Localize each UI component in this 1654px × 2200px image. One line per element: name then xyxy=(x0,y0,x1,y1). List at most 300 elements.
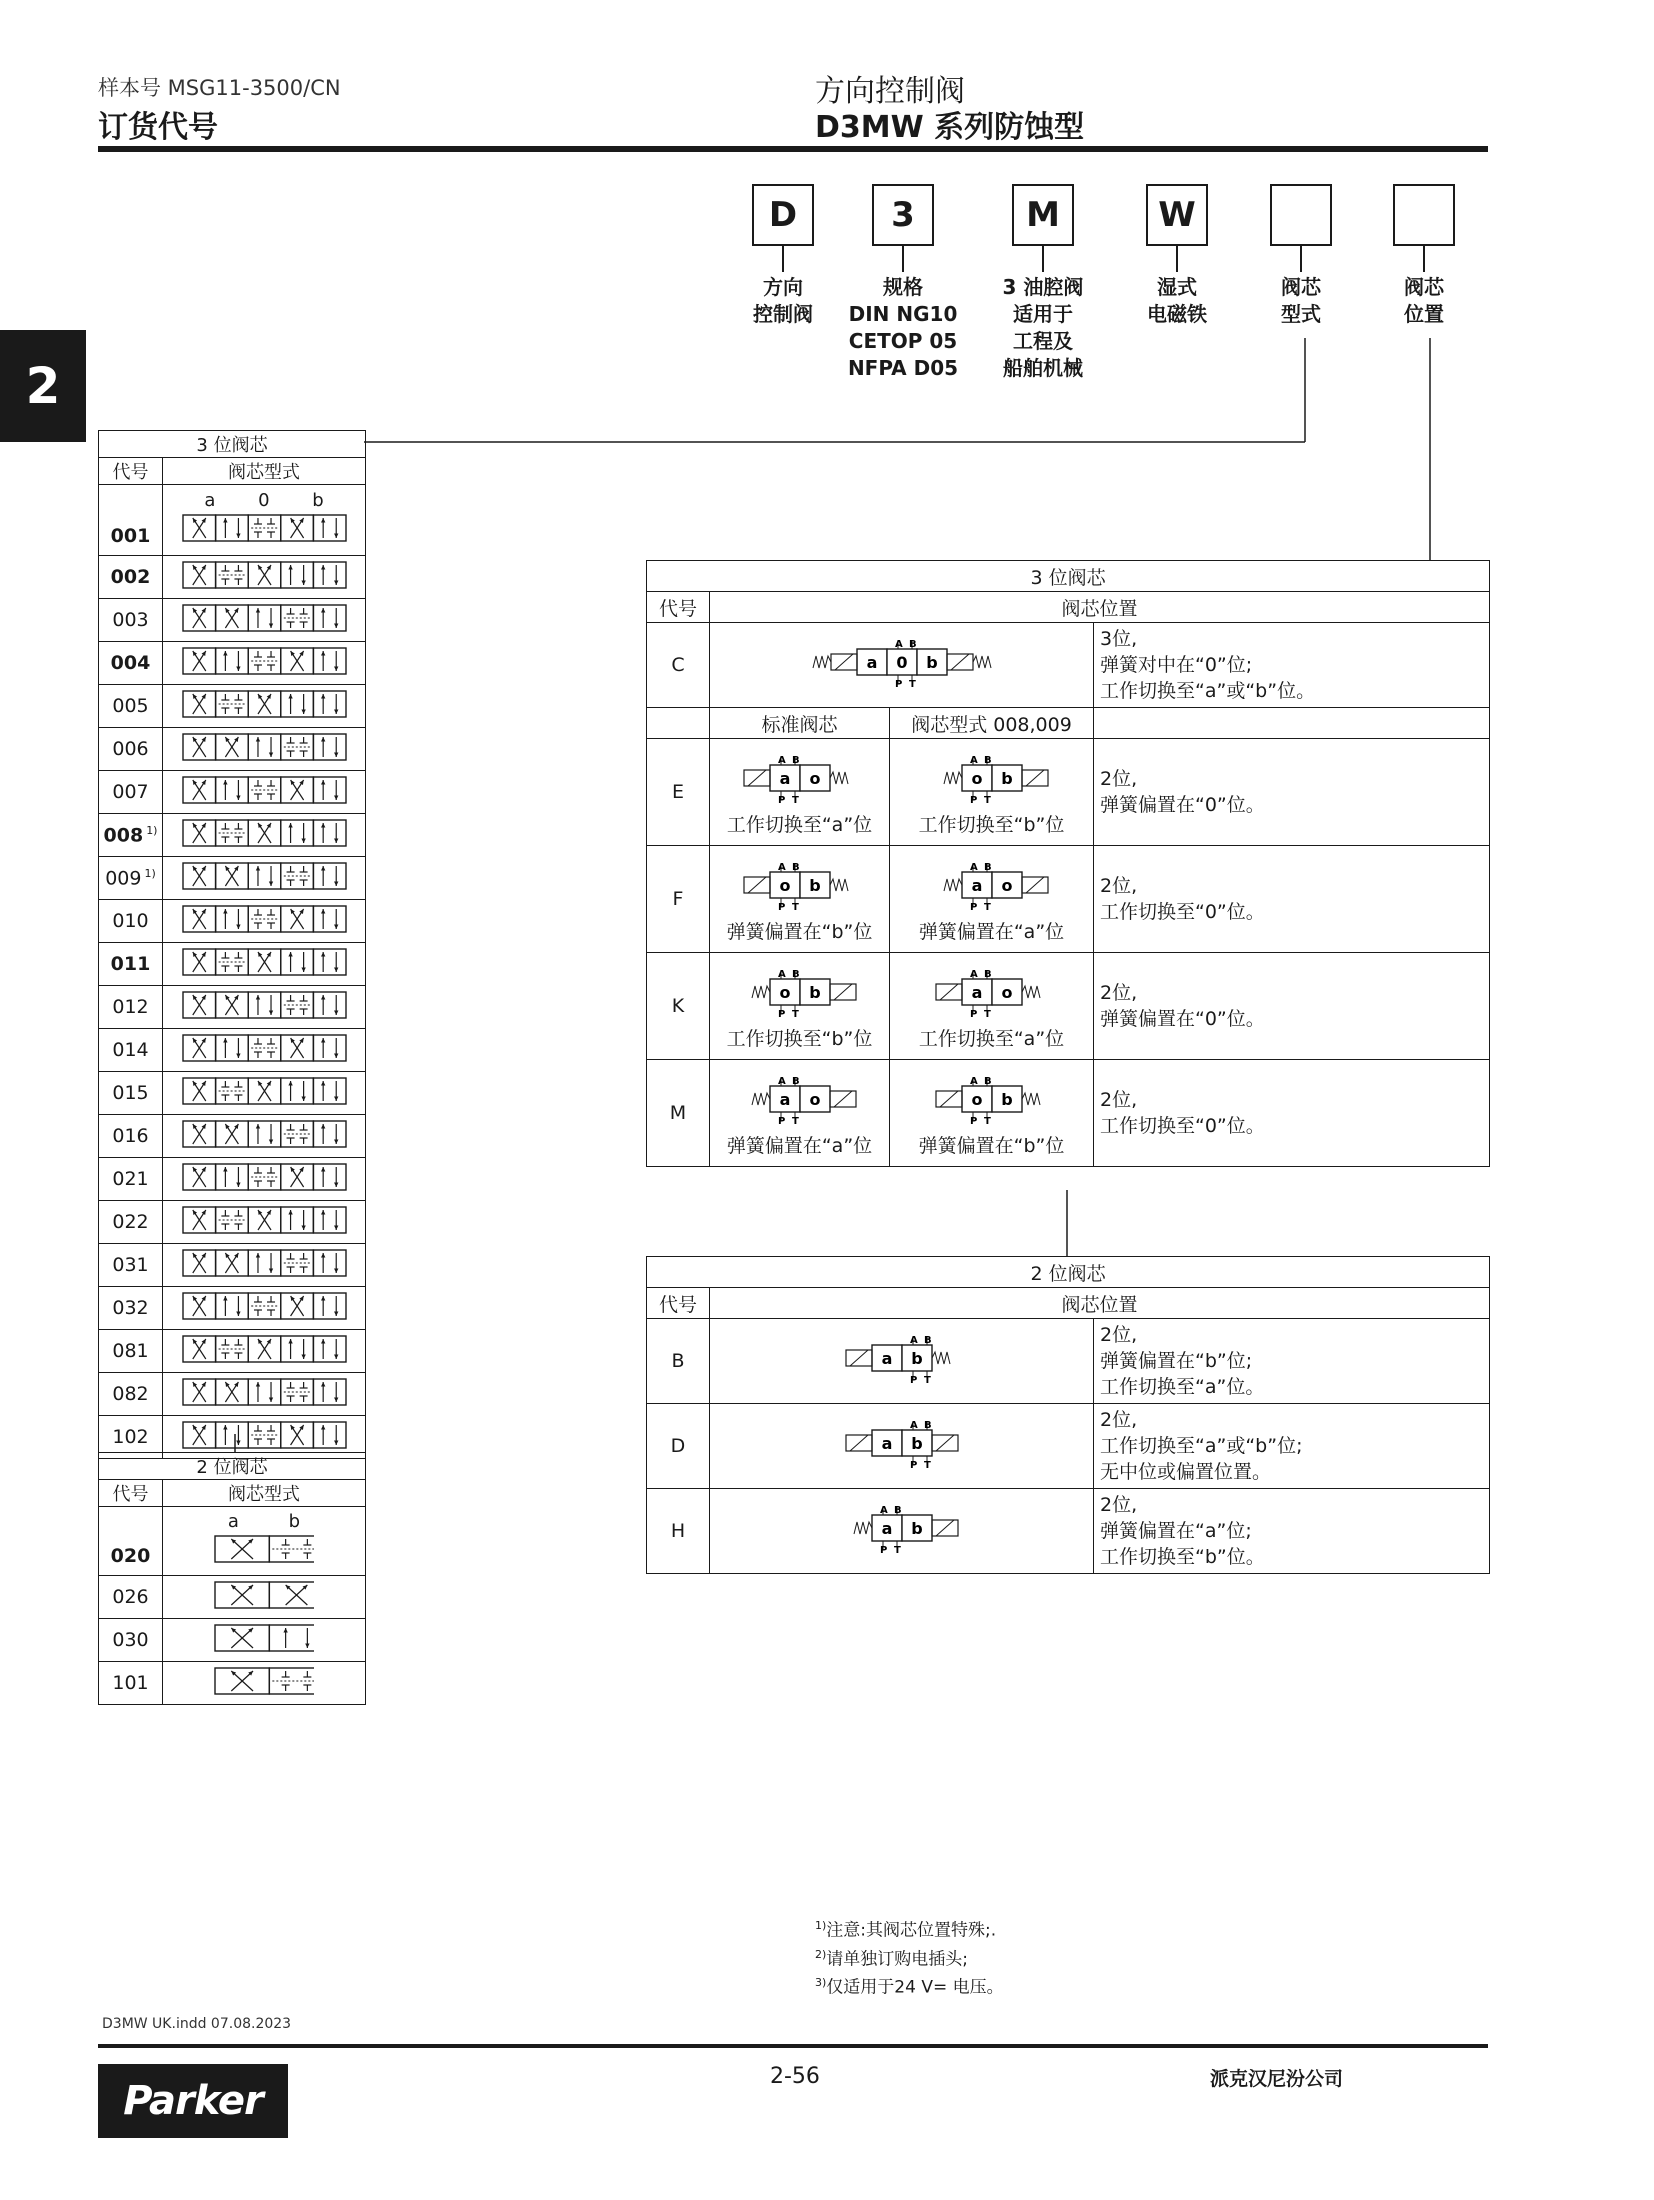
spool-code-text: 022 xyxy=(112,1211,149,1233)
svg-text:o: o xyxy=(779,875,790,895)
svg-text:T: T xyxy=(923,1374,931,1386)
spool-code-text: 082 xyxy=(112,1383,149,1405)
spool-code xyxy=(99,1619,163,1662)
svg-text:A: A xyxy=(777,861,786,873)
spool-symbol-graphic xyxy=(182,687,347,721)
spool-code xyxy=(99,1244,163,1287)
position-label: 0 xyxy=(258,490,270,511)
blank-cell xyxy=(1094,708,1490,739)
svg-text:B: B xyxy=(791,968,800,980)
position-code: B xyxy=(647,1319,710,1404)
description-line: 2位, xyxy=(1100,1409,1138,1431)
spool-symbol xyxy=(163,857,366,900)
valve-symbol xyxy=(725,963,875,1023)
order-code-label-line: 工程及 xyxy=(1013,329,1073,353)
order-code-label-line: 3 油腔阀 xyxy=(1002,275,1084,299)
spool-symbol-graphic xyxy=(214,1664,314,1698)
svg-text:a: a xyxy=(971,982,982,1002)
valve-symbol xyxy=(917,963,1067,1023)
spool-code xyxy=(99,857,163,900)
svg-text:P: P xyxy=(777,1115,785,1127)
svg-text:P: P xyxy=(909,1459,917,1471)
svg-text:B: B xyxy=(983,1075,992,1087)
spool-symbol-graphic xyxy=(182,558,347,592)
footnote-mark: 1) xyxy=(144,866,156,880)
table-row xyxy=(99,1507,366,1576)
table-title: 3 位阀芯 xyxy=(99,431,366,458)
spool-symbol-graphic xyxy=(182,511,347,545)
spool-3pos-table xyxy=(98,430,366,1459)
svg-text:A: A xyxy=(909,1419,918,1431)
spool-symbol xyxy=(163,485,366,556)
table-row xyxy=(99,485,366,556)
svg-text:B: B xyxy=(983,968,992,980)
spool-code xyxy=(99,728,163,771)
order-code-label-line: 适用于 xyxy=(1013,302,1073,326)
position-symbol xyxy=(710,1319,1094,1404)
position-label: b xyxy=(288,1511,301,1532)
spool-code xyxy=(99,1158,163,1201)
spool-symbol-graphic xyxy=(182,988,347,1022)
order-code-label-line: 控制阀 xyxy=(753,302,813,326)
table-row xyxy=(647,953,1490,1060)
spool-symbol-graphic xyxy=(182,1074,347,1108)
svg-text:o: o xyxy=(1001,982,1012,1002)
svg-text:P: P xyxy=(969,794,977,806)
svg-text:B: B xyxy=(791,861,800,873)
table-row xyxy=(99,1115,366,1158)
spool-code-text: 007 xyxy=(112,781,149,803)
table-row xyxy=(647,1060,1490,1167)
spool-symbol-graphic xyxy=(182,601,347,635)
table-row xyxy=(647,846,1490,953)
spool-symbol xyxy=(163,556,366,599)
spool-code xyxy=(99,642,163,685)
position-symbol xyxy=(710,1060,890,1167)
svg-text:T: T xyxy=(893,1544,901,1556)
svg-text:B: B xyxy=(791,754,800,766)
table-row xyxy=(99,1244,366,1287)
spool-code-text: 030 xyxy=(112,1629,149,1651)
symbol-caption: 弹簧偏置在“a”位 xyxy=(726,1134,873,1157)
order-code-label-line: 规格 xyxy=(883,275,923,299)
position-symbol xyxy=(890,1060,1094,1167)
product-line: 方向控制阀 xyxy=(815,74,965,109)
spool-symbol-graphic xyxy=(214,1532,314,1566)
svg-text:o: o xyxy=(971,1089,982,1109)
description-line: 2位, xyxy=(1100,1494,1138,1516)
spool-symbol-graphic xyxy=(182,902,347,936)
spool-code-text: 009 xyxy=(105,867,142,890)
svg-text:b: b xyxy=(808,875,821,895)
section-title: 订货代号 xyxy=(98,110,218,145)
spool-symbol-graphic xyxy=(182,1117,347,1151)
table-row xyxy=(99,1029,366,1072)
spool-code-text: 005 xyxy=(112,695,149,717)
spool-code xyxy=(99,1507,163,1576)
spool-symbol xyxy=(163,943,366,986)
spool-code-text: 101 xyxy=(112,1672,149,1694)
svg-text:B: B xyxy=(923,1419,932,1431)
svg-text:b: b xyxy=(808,982,821,1002)
position-label: a xyxy=(204,490,216,511)
symbol-caption: 工作切换至“a”位 xyxy=(726,813,873,836)
spool-symbol xyxy=(163,1619,366,1662)
table-subheader-row xyxy=(647,708,1490,739)
position-code: M xyxy=(647,1060,710,1167)
spool-code xyxy=(99,485,163,556)
spool-symbol xyxy=(163,1662,366,1705)
position-symbol xyxy=(890,846,1094,953)
position-labels xyxy=(163,1511,365,1532)
svg-text:P: P xyxy=(879,1544,887,1556)
spool-symbol-graphic xyxy=(182,1289,347,1323)
spool-symbol xyxy=(163,814,366,857)
valve-symbol xyxy=(725,749,875,809)
symbol-caption: 工作切换至“a”位 xyxy=(918,1027,1065,1050)
blank-cell xyxy=(647,708,710,739)
svg-text:b: b xyxy=(1000,768,1013,788)
svg-text:A: A xyxy=(969,861,978,873)
svg-text:B: B xyxy=(983,754,992,766)
svg-text:T: T xyxy=(791,794,799,806)
svg-text:P: P xyxy=(894,678,902,690)
spool-code xyxy=(99,900,163,943)
description-line: 2位, xyxy=(1100,1089,1138,1111)
spool-code xyxy=(99,685,163,728)
company-name: 派克汉尼汾公司 xyxy=(1210,2068,1344,2090)
spool-symbol xyxy=(163,599,366,642)
svg-text:o: o xyxy=(809,1089,820,1109)
svg-text:b: b xyxy=(1000,1089,1013,1109)
spool-code xyxy=(99,771,163,814)
svg-text:B: B xyxy=(791,1075,800,1087)
table-title-row xyxy=(647,561,1490,592)
spool-symbol xyxy=(163,1115,366,1158)
position-symbol xyxy=(890,953,1094,1060)
svg-text:b: b xyxy=(910,1518,923,1538)
col-header-position: 阀芯位置 xyxy=(710,592,1490,623)
valve-symbol xyxy=(917,749,1067,809)
svg-text:A: A xyxy=(777,1075,786,1087)
spool-code-text: 012 xyxy=(112,996,149,1018)
position-code: E xyxy=(647,739,710,846)
table-row xyxy=(99,1662,366,1705)
svg-text:T: T xyxy=(983,794,991,806)
col-header-code: 代号 xyxy=(647,592,710,623)
spool-code-text: 002 xyxy=(110,566,151,588)
order-code-label-line: 电磁铁 xyxy=(1147,302,1207,326)
order-code-label-line: 船舶机械 xyxy=(1003,356,1083,380)
spool-symbol xyxy=(163,1244,366,1287)
section-tab: 2 xyxy=(0,330,86,442)
spool-symbol xyxy=(163,1072,366,1115)
col-header-type: 阀芯型式 xyxy=(163,458,366,485)
spool-code-text: 102 xyxy=(112,1426,149,1448)
col-header-code: 代号 xyxy=(647,1288,710,1319)
spool-code xyxy=(99,1662,163,1705)
position-description xyxy=(1094,1489,1490,1574)
description-line: 工作切换至“0”位。 xyxy=(1100,1115,1265,1137)
spool-symbol xyxy=(163,900,366,943)
symbol-caption: 工作切换至“b”位 xyxy=(918,813,1065,836)
description-line: 无中位或偏置位置。 xyxy=(1100,1461,1272,1483)
table-header-row xyxy=(99,1480,366,1507)
svg-text:a: a xyxy=(971,875,982,895)
spool-symbol-graphic xyxy=(182,1160,347,1194)
position-code: C xyxy=(647,623,710,708)
table-row xyxy=(99,1287,366,1330)
description-line: 弹簧偏置在“0”位。 xyxy=(1100,1008,1265,1030)
spool-symbol xyxy=(163,1507,366,1576)
description-line: 2位, xyxy=(1100,1324,1138,1346)
description-line: 工作切换至“a”位。 xyxy=(1100,1376,1265,1398)
position-symbol xyxy=(710,739,890,846)
table-row xyxy=(647,1404,1490,1489)
spool-symbol xyxy=(163,1029,366,1072)
spool-symbol-graphic xyxy=(182,644,347,678)
spool-symbol-graphic xyxy=(182,1246,347,1280)
table-row xyxy=(99,1072,366,1115)
spool-symbol-graphic xyxy=(182,859,347,893)
order-code-label-line: 型式 xyxy=(1281,302,1321,326)
order-code-box-2: 3 xyxy=(872,184,934,246)
svg-text:P: P xyxy=(777,794,785,806)
symbol-caption: 工作切换至“b”位 xyxy=(726,1027,873,1050)
table-row xyxy=(99,728,366,771)
footnotes xyxy=(815,1914,1004,2000)
spool-code-text: 016 xyxy=(112,1125,149,1147)
description-line: 2位, xyxy=(1100,875,1138,897)
svg-text:a: a xyxy=(779,1089,790,1109)
col-header-position: 阀芯位置 xyxy=(710,1288,1490,1319)
spool-symbol-graphic xyxy=(182,730,347,764)
svg-text:a: a xyxy=(779,768,790,788)
svg-text:P: P xyxy=(969,1008,977,1020)
position-code: D xyxy=(647,1404,710,1489)
svg-text:B: B xyxy=(983,861,992,873)
spool-code xyxy=(99,1029,163,1072)
svg-text:A: A xyxy=(909,1334,918,1346)
svg-text:o: o xyxy=(1001,875,1012,895)
table-title-row xyxy=(647,1257,1490,1288)
spool-symbol-graphic xyxy=(182,945,347,979)
spool-code xyxy=(99,1373,163,1416)
svg-text:T: T xyxy=(908,678,916,690)
order-code-box-1: D xyxy=(752,184,814,246)
spool-symbol xyxy=(163,1201,366,1244)
valve-symbol xyxy=(827,1414,977,1474)
valve-symbol xyxy=(917,1070,1067,1130)
svg-text:P: P xyxy=(777,1008,785,1020)
table-row xyxy=(99,1576,366,1619)
svg-text:P: P xyxy=(909,1374,917,1386)
table-header-row xyxy=(99,458,366,485)
parker-logo xyxy=(98,2064,288,2138)
spool-code-text: 081 xyxy=(112,1340,149,1362)
table-header-row xyxy=(647,1288,1490,1319)
position-label: b xyxy=(312,490,324,511)
spool-code xyxy=(99,1201,163,1244)
description-line: 工作切换至“b”位。 xyxy=(1100,1546,1265,1568)
table-row xyxy=(99,1201,366,1244)
svg-text:o: o xyxy=(779,982,790,1002)
svg-text:T: T xyxy=(983,1115,991,1127)
svg-text:o: o xyxy=(971,768,982,788)
svg-text:b: b xyxy=(910,1433,923,1453)
position-symbol xyxy=(710,953,890,1060)
spool-code-text: 010 xyxy=(112,910,149,932)
table-row xyxy=(647,1489,1490,1574)
valve-symbol xyxy=(725,1070,875,1130)
spool-symbol-graphic xyxy=(182,773,347,807)
table-row xyxy=(647,623,1490,708)
spool-symbol-graphic xyxy=(182,1203,347,1237)
description-line: 3位, xyxy=(1100,628,1138,650)
spool-code xyxy=(99,986,163,1029)
col-header-code: 代号 xyxy=(99,458,163,485)
spool-symbol xyxy=(163,986,366,1029)
description-line: 弹簧对中在“0”位; xyxy=(1100,654,1253,676)
table-row xyxy=(99,1619,366,1662)
position-symbol xyxy=(710,1489,1094,1574)
table-row xyxy=(99,900,366,943)
position-description xyxy=(1094,1060,1490,1167)
spool-code xyxy=(99,1115,163,1158)
spool-code-text: 011 xyxy=(110,953,151,975)
product-title: D3MW 系列防蚀型 xyxy=(815,110,1085,145)
position-code: H xyxy=(647,1489,710,1574)
position-description xyxy=(1094,739,1490,846)
valve-symbol xyxy=(725,856,875,916)
col-header-standard: 标准阀芯 xyxy=(710,708,890,739)
spool-2pos-table xyxy=(98,1452,366,1705)
symbol-caption: 弹簧偏置在“a”位 xyxy=(918,920,1065,943)
footnote-3: $^{3)}$仅适用于24 V= 电压。 xyxy=(815,1976,1004,1998)
table-row xyxy=(99,556,366,599)
table-header-row xyxy=(647,592,1490,623)
spool-code xyxy=(99,943,163,986)
spool-code-text: 008 xyxy=(103,824,144,847)
svg-text:o: o xyxy=(809,768,820,788)
spool-code xyxy=(99,1330,163,1373)
table-row xyxy=(99,943,366,986)
position-symbol xyxy=(890,739,1094,846)
spool-code-text: 026 xyxy=(112,1586,149,1608)
catalog-number: 样本号 MSG11-3500/CN xyxy=(98,76,341,100)
spool-symbol-graphic xyxy=(182,816,347,850)
spool-code xyxy=(99,556,163,599)
description-line: 弹簧偏置在“0”位。 xyxy=(1100,794,1265,816)
spool-symbol xyxy=(163,771,366,814)
position-description xyxy=(1094,623,1490,708)
svg-text:B: B xyxy=(908,638,917,650)
spool-symbol-graphic xyxy=(214,1578,314,1612)
description-line: 弹簧偏置在“a”位; xyxy=(1100,1520,1252,1542)
spool-symbol xyxy=(163,642,366,685)
description-line: 工作切换至“a”或“b”位。 xyxy=(1100,680,1316,702)
valve-symbol xyxy=(917,856,1067,916)
svg-text:A: A xyxy=(969,1075,978,1087)
svg-text:a: a xyxy=(881,1518,892,1538)
svg-text:A: A xyxy=(969,754,978,766)
order-code-label-line: DIN NG10 xyxy=(848,302,958,326)
position-description xyxy=(1094,1404,1490,1489)
order-code-label-line: 湿式 xyxy=(1157,275,1197,299)
spool-code-text: 004 xyxy=(110,652,151,674)
spool-code-text: 021 xyxy=(112,1168,149,1190)
spool-symbol-graphic xyxy=(182,1375,347,1409)
svg-text:b: b xyxy=(910,1348,923,1368)
spool-code-text: 020 xyxy=(110,1545,151,1567)
svg-text:B: B xyxy=(893,1504,902,1516)
table-title: 2 位阀芯 xyxy=(99,1453,366,1480)
table-title-row xyxy=(99,1453,366,1480)
svg-text:0: 0 xyxy=(895,652,908,672)
svg-text:T: T xyxy=(983,901,991,913)
spool-code xyxy=(99,599,163,642)
order-code-label-line: CETOP 05 xyxy=(848,329,958,353)
table-row xyxy=(99,771,366,814)
col-header-code: 代号 xyxy=(99,1480,163,1507)
table-row xyxy=(99,1330,366,1373)
table-row xyxy=(99,1158,366,1201)
table-row xyxy=(99,857,366,900)
spool-code-text: 001 xyxy=(110,525,151,547)
table-title-row xyxy=(99,431,366,458)
table-row xyxy=(99,642,366,685)
svg-text:A: A xyxy=(777,968,786,980)
description-line: 弹簧偏置在“b”位; xyxy=(1100,1350,1253,1372)
footer-rule xyxy=(98,2044,1488,2048)
spool-code xyxy=(99,1576,163,1619)
spool-code-text: 015 xyxy=(112,1082,149,1104)
order-code-box-4: W xyxy=(1146,184,1208,246)
position-symbol xyxy=(710,1404,1094,1489)
spool-code-text: 003 xyxy=(112,609,149,631)
spool-symbol-graphic xyxy=(214,1621,314,1655)
table-row xyxy=(99,986,366,1029)
spool-symbol xyxy=(163,728,366,771)
svg-text:T: T xyxy=(791,901,799,913)
table-row xyxy=(99,599,366,642)
position-2pos-table xyxy=(646,1256,1490,1574)
svg-text:P: P xyxy=(969,901,977,913)
order-code-label-line: 位置 xyxy=(1404,302,1444,326)
svg-text:A: A xyxy=(777,754,786,766)
svg-text:a: a xyxy=(866,652,877,672)
spool-symbol-graphic xyxy=(182,1418,347,1452)
svg-text:A: A xyxy=(879,1504,888,1516)
footnote-1: $^{1)}$注意:其阀芯位置特殊;. xyxy=(815,1919,997,1941)
description-line: 2位, xyxy=(1100,982,1138,1004)
spool-code xyxy=(99,1072,163,1115)
table-row xyxy=(99,814,366,857)
svg-text:B: B xyxy=(923,1334,932,1346)
order-code-box-3: M xyxy=(1012,184,1074,246)
table-row xyxy=(99,1373,366,1416)
spool-symbol xyxy=(163,1330,366,1373)
spool-symbol-graphic xyxy=(182,1332,347,1366)
order-code-label-line: NFPA D05 xyxy=(847,356,959,380)
position-symbol xyxy=(710,846,890,953)
position-description xyxy=(1094,1319,1490,1404)
position-labels xyxy=(163,490,365,511)
footnote-2: $^{2)}$请单独订购电插头; xyxy=(815,1947,969,1970)
spool-symbol-graphic xyxy=(182,1031,347,1065)
position-label: a xyxy=(227,1511,239,1532)
position-symbol xyxy=(710,623,1094,708)
